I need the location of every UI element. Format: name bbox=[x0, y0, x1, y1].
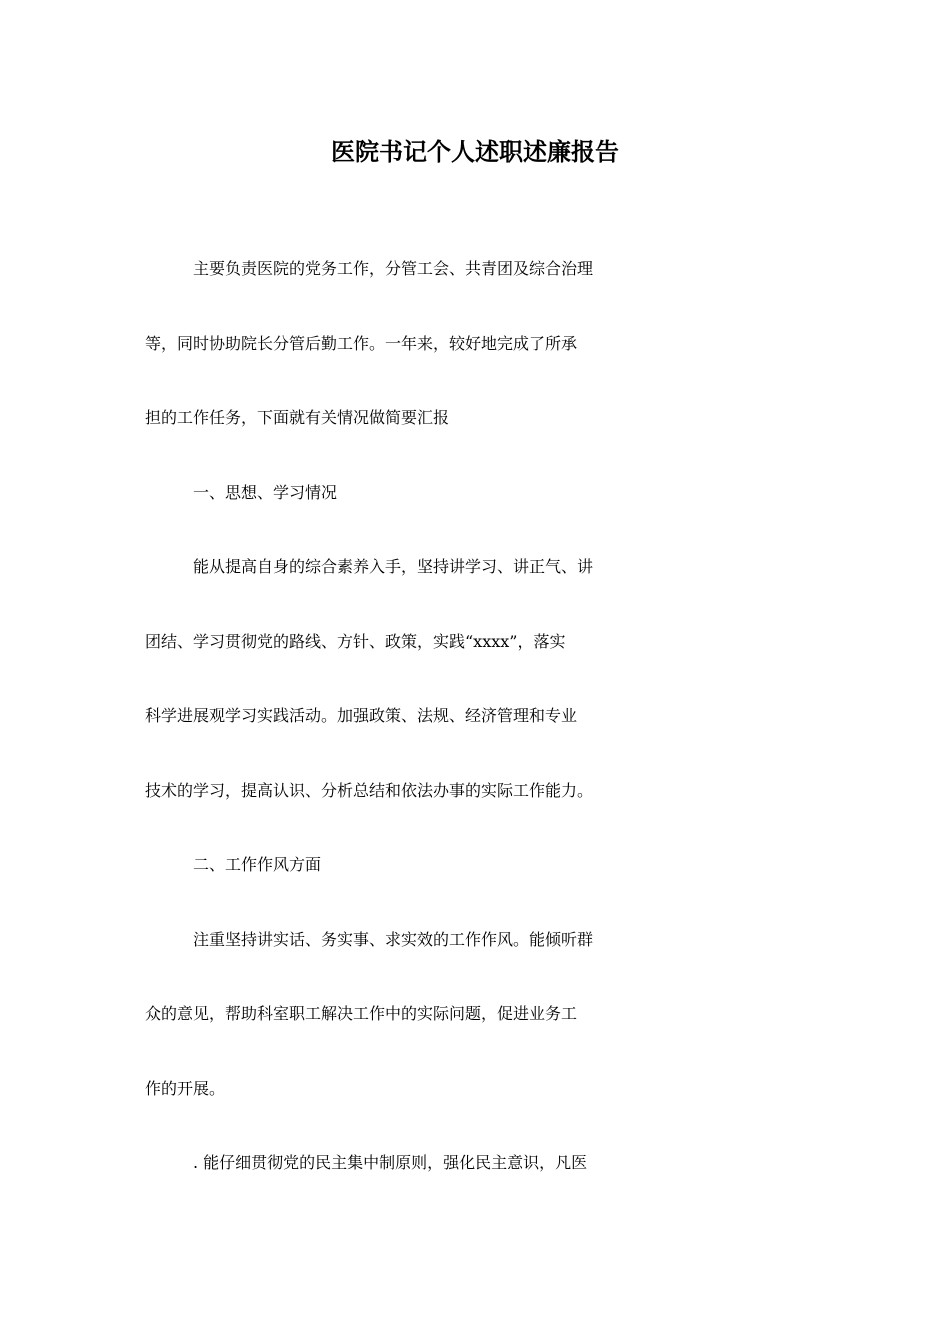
text-line: 主要负责医院的党务工作，分管工会、共青团及综合治理 bbox=[193, 259, 594, 278]
text-line: 技术的学习，提高认识、分析总结和依法办事的实际工作能力。 bbox=[145, 780, 594, 800]
text-line: 等，同时协助院长分管后勤工作。一年来，较好地完成了所承 bbox=[145, 333, 578, 353]
text-line: 担的工作任务，下面就有关情况做简要汇报 bbox=[145, 408, 450, 427]
text-line: . 能仔细贯彻党的民主集中制原则，强化民主意识，凡医 bbox=[193, 1153, 588, 1172]
section-heading-thought-study: 一、思想、学习情况 bbox=[193, 482, 338, 502]
text-line: 众的意见，帮助科室职工解决工作中的实际问题，促进业务工 bbox=[145, 1004, 578, 1023]
document-title: 医院书记个人述职述廉报告 bbox=[331, 137, 619, 166]
text-line: 能从提高自身的综合素养入手，坚持讲学习、讲正气、讲 bbox=[193, 557, 594, 576]
text-line: 注重坚持讲实话、务实事、求实效的工作作风。能倾听群 bbox=[193, 929, 594, 949]
section-heading-work-style: 二、工作作风方面 bbox=[193, 855, 322, 874]
document-body bbox=[145, 256, 805, 1225]
text-line: 团结、学习贯彻党的路线、方针、政策，实践“xxxx”，落实 bbox=[145, 631, 566, 651]
text-line: 作的开展。 bbox=[145, 1078, 226, 1098]
text-line: 科学进展观学习实践活动。加强政策、法规、经济管理和专业 bbox=[145, 706, 578, 725]
